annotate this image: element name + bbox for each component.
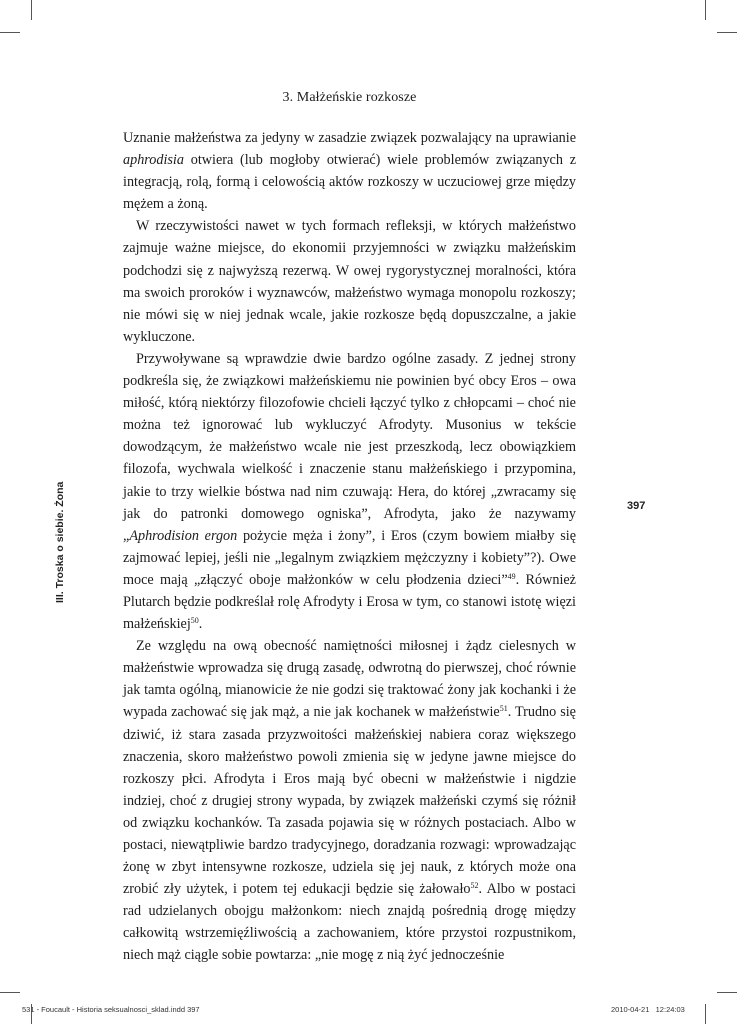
paragraph-1	[123, 127, 576, 215]
page-number: 397	[627, 500, 646, 512]
slug-time: 12:24:03	[655, 1005, 685, 1014]
italic-term: Aphrodision ergon	[129, 527, 238, 544]
crop-mark-top-left	[31, 0, 32, 20]
paragraph-2	[123, 215, 576, 348]
slug-timestamp	[611, 1005, 685, 1014]
italic-term: aphrodisia	[123, 152, 184, 169]
text-run: . Również Plutarch będzie podkreślał rolę Afrodyty i Erosa w tym, co stanowi istotę więzi małżeńskiej	[123, 571, 576, 633]
text-run: otwiera (lub mogłoby otwierać) wiele problemów związanych z integracją, rolą, formą i celowością aktów rozkoszy w uczuciowej grze między mężem a żoną.	[123, 152, 576, 213]
crop-mark-top-right	[705, 0, 706, 20]
slug-file-info: 531 - Foucault - Historia seksualnosci_sklad.indd 397	[22, 1005, 200, 1014]
text-run: .	[198, 616, 203, 633]
running-head: 3. Małżeńskie rozkosze	[282, 90, 417, 105]
text-run: pożycie męża i żony”, i Eros (czym bowiem miałby się zajmować lepiej, jeśli nie „legalnym związkiem mężczyzny i kobiety”?). Owe moce mają „złączyć oboje małżonków w celu płodzenia dzieci”	[123, 527, 577, 588]
crop-mark-bottom-left-h	[0, 992, 20, 993]
text-run: Przywoływane są wprawdzie dwie bardzo ogólne zasady. Z jednej strony podkreśla się, że związkowi małżeńskiemu nie powinien być obcy Eros – owa miłość, którą niektórzy filozofowie chcieli łączyć tylko z chłopcami – choć nie można też ignorować lub wykluczyć Afrodyty. Musonius w tekście dowodzącym, że małżeństwo wcale nie jest przeszkodą, lecz obowiązkiem filozofa, wychwala wielkość i znaczenie stanu małżeńskiego i przypomina, jakie to trzy wielkie bóstwa nad nim czuwają: Hera, do której „zwracamy się jak do patronki domowego ogniska”, Afrodyta, jako że nazywamy „	[123, 350, 576, 544]
text-run: Ze względu na ową obecność namiętności miłosnej i żądz cielesnych w małżeństwie wprowadza się drugą zasadę, odwrotną do pierwszej, choć równie jak tamta ogólną, mianowicie że nie godzi się traktować żony jak kochanki i że wypada zachować się jak mąż, a nie jak kochanek w małżeństwie	[123, 638, 576, 721]
paragraph-4	[123, 635, 576, 966]
crop-mark-top-right-h	[717, 32, 737, 33]
body-text	[123, 127, 576, 967]
side-section-title: III. Troska o siebie. Żona	[54, 481, 66, 603]
text-run: . Albo w postaci rad udzielanych obojgu małżonkom: niech znajdą pośrednią drogę między całkowitą wstrzemięźliwością a zachowaniem, które przystoi rozpustnikom, niech mąż ciągle sobie powtarza: „nie mogę z nią żyć jednocześnie	[123, 881, 576, 964]
footnote-ref[interactable]: 49	[507, 571, 516, 581]
crop-mark-top-left-h	[0, 32, 20, 33]
text-run: . Trudno się dziwić, iż stara zasada przyzwoitości małżeńskiej nabiera coraz większego znaczenia, skoro małżeństwo powoli zmienia się w jedyne jawne miejsce do rozkoszy płci. Afrodyta i Eros mają być obecni w małżeństwie i nigdzie indziej, choć z drugiej strony wypada, by związek małżeński czymś się różnił od związku kochanków. Ta zasada pojawia się w różnych postaciach. Albo w postaci, niewątpliwie bardzo tradycyjnego, doradzania rozwagi: wprowadzając żonę w zbyt intensywne rozkosze, udziela się jej nauk, z których może ona zrobić zły użytek, i potem tej edukacji będzie się żałowało	[123, 704, 576, 898]
crop-mark-bottom-right-h	[717, 992, 737, 993]
text-run: Uznanie małżeństwa za jedyny w zasadzie związek pozwalający na uprawianie	[123, 130, 576, 146]
footnote-ref[interactable]: 50	[190, 616, 199, 626]
crop-mark-bottom-right	[705, 1004, 706, 1024]
footnote-ref[interactable]: 51	[499, 704, 508, 714]
footnote-ref[interactable]: 52	[470, 881, 479, 891]
paragraph-3	[123, 348, 576, 635]
text-run: W rzeczywistości nawet w tych formach refleksji, w których małżeństwo zajmuje ważne miejsce, do ekonomii przyjemności w związku małżeńskim podchodzi się z najwyższą rezerwą. W owej rygorystycznej moralności, która ma swoich proroków i wyznawców, małżeństwo wymaga monopolu rozkoszy; nie mówi się w niej jednak wcale, jakie rozkosze będą dopuszczalne, a jakie wykluczone.	[123, 218, 576, 345]
slug-date: 2010-04-21	[611, 1005, 650, 1014]
